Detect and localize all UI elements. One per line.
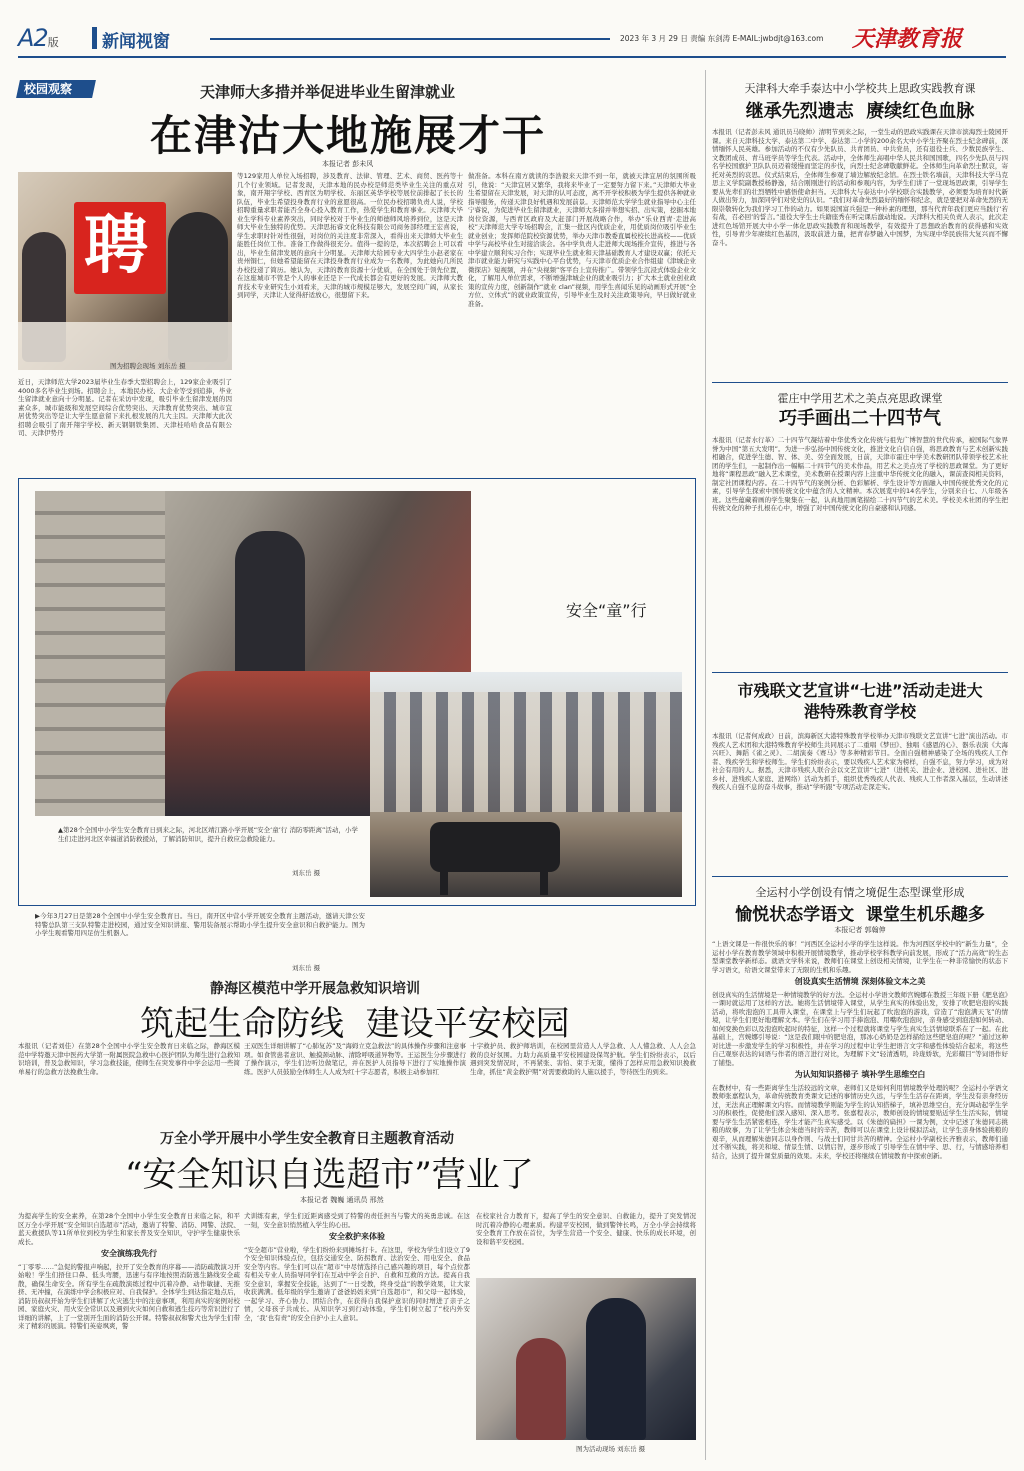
page-header [0,0,1024,66]
page-number: A2版 [18,24,58,52]
article-kicker: 静海区模范中学开展急救知识培训 [210,981,420,997]
article-body-col-3: 在校家社合力教育下，提高了学生的安全意识、自救能力，提升了突发情况时沉着冷静的心理素质。构建平安校园，做到警钟长鸣，万全小学会持续将安全教育工作放在首位，为学生营造一个安全、健康、快乐的成长环境，创设和谐平安校园。 [476,1212,696,1246]
article-body-col-2: 等129家用人单位入场招聘，涉及教育、法律、管理、艺术、商贸、医药等十几个行业领域。记者发现，天津本地的民办校是师范类毕业生关注的重点对象，南开翔宇学校、西青区为明学校、东丽区英华学校等展位前排起了长长的队伍，毕业生希望投身教育行业的意愿很高。一位民办校招聘负责人说，学校招聘重量求职者能否全身心投入教育工作，热爱学生和教育事业。天津师大毕业生学科专业素养突出，同时学校对于毕业生的师德师风培养到位，这是天津师大毕业生独特的优势。天津思拓睿文化科技有限公司商务部经理王宏喜说，学生求职时针对性很强，对岗位的关注度非常深入，看得出来天津师大毕业生能胜任岗位工作。准备工作做得很充分。值得一提的是，本次招聘会上可以看出，毕业生留津发展的意向十分明显。天津师大给园专业大四学生小赵老家在贵州铜仁，但她希望能留在天津投身教育行业成为一名教师，为此她向几所民办校投递了简历。她认为，天津的教育资源十分优质，在全国处于领先位置，在这座城市不管是个人的事业还是下一代成长都会有更好的发展。天津师大教育技术专业研究生小刘看来，天津的城市规模足够大，发展空间广阔，从家长到同学，天津让人觉得舒适放心，很想留下来。 [237,172,463,299]
article-kicker: 万全小学开展中小学生安全教育日主题教育活动 [160,1131,454,1147]
student [516,1338,566,1440]
right-article-2-body: 本报讯（记者水行革）二十四节气凝结着中华优秀文化传统与祖先广博智慧的世代传承，被国际气象界誉为中国“第五大发明”。为进一步弘扬中国传统文化，推进文化自信自强，将思政教育与艺术创新实践相融合，促进学生德、智、体、美、劳全面发展，日前，天津市霍庄中学美术教研团队带领学校艺术社团的学生们，一起制作出一幅幅二十四节气的美术作品，用艺术之美点亮了学校的思政课堂。为了更好地将“课程思政”融入艺术课堂，美术教研在授课内容上注重中华传统文化的融入，课前查阅相关资料，制定社团课程内容。在二十四节气的案例分析、色彩解析、学生设计等方面融入中国传统优秀文化的元素，引导学生探索中国传统文化中蕴含的人文精神。本次展览中的14名学生，分别来自七、八年级各班。这些蕴藏着画的学生聚集在一起，认真地用画笔描绘二十四节气的艺术美。学校美术社团的学生把传统文化的种子扎根在心中，增强了对中国传统文化的自豪感和认同感。 [712,436,1008,512]
photo-title: 安全“童”行 [566,601,647,620]
robot-leg [440,867,448,895]
right-article-1-headline: 继承先烈遗志 赓续红色血脉 [745,101,975,122]
article-body-col-3: 十字救护员、救护师培训，在校园里营造人人学急救、人人懂急救、人人会急救的良好氛围。力助力高质量平安校园建设保驾护航。学生们纷纷表示，以后遇到突发情况时，不再紧张、害怕、束手无策，懂得了怎样应用急救知识挽救生命，抓住“黄金救护期”对需要救助的人施以援手，等待医生的到来。 [470,1042,696,1076]
masthead-logo: 天津教育报 [852,26,963,52]
article-byline: 本报记者 魏巍 通讯员 邢然 [300,1196,384,1204]
subheading: 安全救护来体验 [329,1232,385,1241]
header-bottom-rule [18,56,1006,58]
recruitment-photo [18,172,232,370]
subheading: 为认知知识搭梯子 填补学生思维空白 [794,1070,926,1079]
students-rows [370,692,682,812]
firefighter [235,531,305,691]
photo-caption-1: ▲第28个全国中小学生安全教育日到来之际，河北区靖江路小学开展“安全‘童’行 消防零距离”活动，小学生们走进河北区幸福道消防救援站，了解消防知识，提升自救应急救险能力。 [58,826,358,843]
right-article-2-kicker: 霍庄中学用艺术之美点亮思政课堂 [777,392,943,405]
article-kicker: 天津师大多措并举促进毕业生留津就业 [200,83,456,101]
officer [586,1298,646,1440]
header-divider-icon [92,27,97,49]
header-rule [210,38,610,40]
photo-credit-1: 刘东岳 摄 [292,869,321,877]
section-name: 新闻视窗 [102,32,170,52]
badge-campus-label: 校园观察 [24,82,73,96]
right-divider [712,672,1008,673]
right-article-1-kicker: 天津科大牵手泰达中小学校共上思政实践教育课 [744,82,976,95]
recruit-sign-char: 聘 [84,209,148,283]
article-body-col-1: 为提高学生的安全素养，在第28个全国中小学生安全教育日来临之际，和平区万全小学开展“安全知识自选超市”活动，邀请了特警、消防、网警、法院、蓝天救援队等11所单位到校为学生和家长普及安全知识，守护学生健康快乐成长。 安全演练我先行 “丁零零……”急促的警报声响起，拉开了安全教育的序幕——消防疏散演习开始啦！学生们捂住口鼻、低头弯腰，迅速与有序地按照消防逃生路线安全疏散，确保生命安全。所有学生在疏散演练过程中沉着冷静、动作敏捷、无推挤、无冲撞，在演练中学会积极应对、自我保护。全体学生到达指定地点后，消防员叔叔开始为学生们讲解了火灾逃生中的注意事项，利用真实的案例对校园、家庭火灾、用火安全常识以及遇到火灾如何自救和逃生技巧等常识进行了详细的讲解，上了一堂别开生面的消防公开课。特警叔叔和警犬也为学生们带来了精彩的展演。特警们英姿飒爽，警 [18,1212,240,1330]
subheading: 安全演练我先行 [101,1249,157,1258]
article-body-col-1: 本报讯（记者刘佳）在第28个全国中小学生安全教育日来临之际，静海区模范中学特邀天津中医药大学第一附属医院急救中心医护团队为师生进行急救知识培训，普及急救知识，学习急救技能，使师生在突发事件中学会运用一些简单易行的急救方法挽救生命。 [18,1042,240,1076]
right-article-4-headline: 愉悦状态学语文 课堂生机乐趣多 [735,905,985,925]
photo-caption: 图为活动现场 刘东岳 摄 [576,1445,646,1453]
subheading: 创设真实生活情境 深刻体验文本之美 [794,977,926,986]
right-article-4-kicker: 全运村小学创设有情之境促生态型课堂形成 [755,886,965,899]
date-editor-line: 2023 年 3 月 29 日 责编 东剑涛 E-MAIL:jwbdjt@163.com [620,34,824,43]
article-body-col-2: 犬训练有素，学生们近距离感受到了特警的责任担当与警犬的英勇忠诚。在这一刻，安全意识悄然植入学生的心田。 安全救护来体验 “安全超市”营业啦，学生们纷纷来到摊场打卡。在这里，学校为学生们设立了9个安全知识体验点位，包括交通安全、防拐教育、法治安全、用电安全、食品安全等内容。学生们可以在“超市”中尽情选择自己感兴趣的项目，每个点位都有相关专业人员指导同学们在互动中学会自护、自救和互救的方法。提高自我安全意识，掌握安全技能，达到了“一日受教，终身受益”的教学效果，让大家收获满满。低年级的学生邀请了爸爸妈妈来到“自选超市”，和父母一起体验，一起学习、齐心协力、团结合作，在获得自我保护意识的同时增进了亲子之情，父母孩子共成长。从知识学习到行动体验，学生们树立起了“校内外安全，‘我’也有责”的安全自护小主人意识。 [244,1212,470,1322]
fire-truck-equipment [35,491,165,816]
article-headline: “安全知识自选超市”营业了 [125,1155,534,1195]
right-article-3-headline: 市残联文艺宣讲“七进”活动走进大港特殊教育学校 [737,681,983,721]
photo-caption: 图为招聘会现场 刘东岳 摄 [110,362,186,370]
article-body-col-2: 王双医生详细讲解了“心肺复苏”及“海姆立克急救法”的具体操作步骤和注意事项。如食管患者意识、触摸颈动脉、清除呼吸道异物等。王运医生分步骤进行了操作演示，学生们边听边做笔记，并在医护人员指导下进行了实地操作演练。医护人员鼓励全体师生人人成为红十字志愿者，积极主动参加红 [244,1042,466,1076]
right-article-1-body: 本报讯（记者彭未风 通讯员马晓帅）清明节到来之际，一堂生动的思政实践课在天津市滨海烈士陵园开课。来自天津科技大学、泰达第二中学、泰达第二小学的200余名大中小学生齐聚在烈士纪念碑前，深情缅怀人民英雄。参加活动的不仅有少先队员、共青团员、中共党员，还有退役士兵、少数民族学生、文教团成员、青马班学员等学生代表。活动中，全体师生高唱中华人民共和国国歌，四名少先队员与四名学校国旗护卫队队员迈着缓慢而坚定的步伐，向烈士纪念碑敬献鲜花。全体师生向革命烈士默哀，寄托对英烈的哀思。仪式结束后，全体师生参观了墙边解放纪念馆。在烈士铁名墙前，天津科技大学马克思主义学院副教授杨静逸，结合刚刚进行的活动和参观内容，为学生们讲了一堂现场思政课，引导学生要从先辈们的壮烈牺牲中感悟使命担当。天津科大与泰达中小学校联合实践教学，必须要为培育时代新人做出努力，加深同学们对党史的认识。“我们对革命先烈最好的缅怀和纪念，就是要把对革命先烈的无限崇敬转化为我们学习工作的动力。如果说国富兵强是一种朴素的理想，那当代青年我们更应当践行‘若有战，召必回’的誓言。”退役大学生士兵籍座秀在听完课后激动地说。天津科大相关负责人表示，此次走进红色场馆开展大中小学一体化思政实践教育和现场教学，有效提升了思想政治教育的获得感和实效性，引导青少年赓续红色基因，汲取前进力量，把青春梦融入中国梦，为实现中华民族伟大复兴而不懈奋斗。 [712,128,1008,247]
right-divider [712,876,1008,877]
right-article-2-headline: 巧手画出二十四节气 [779,408,941,429]
right-article-4-byline: 本报记者 郭翰伸 [834,926,886,934]
article-headline: 筑起生命防线 建设平安校园 [140,1004,570,1044]
article-body-col-3: 做准备。本科在南方就读的李浩毅来天津不到一年，就被天津宜居的氛围所吸引，他说：“天津宜居又繁华，我将来毕业了一定要努力留下来。”天津师大毕业生希望留在天津发展，对天津的认可态度，离不开学校积极为学生提供各种就业指导服务，传递天津良好机遇和发展前景。天津师范大学学生就业指导中心主任宁睿说，为促进毕业生留津就业，天津师大多措并举想实招、出实策，挖掘本地岗位资源，与西青区政府及大赶部门开展战略合作，举办“乐业西青·走进高校”天津师范大学专场招聘会，汇集一批区内优质企业，用优质岗位吸引毕业生就业创业；发挥师范院校资源优势，举办天津市教委直属校校长进高校——优质中学与高校毕业生对接洽谈会。各中学负责人走进师大现场推介宣传，推进与各中学建立顺利实习合作；实现毕业生就业和天津基础教育人才建设双赢；依托天津市就业能力研究与实践中心平台优势，与天津市优质企业合作组建《津城企业微探店》短视频，并在“央视频”客平台上宣传推广。带领学生沉浸式体验企业文化，了解用人单位需求，不断增强津城企业的就业吸引力；扩大本土就业创业政策的宣传力度，创新制作“就业 clan”视频，用学生喜闻乐见的动画形式开展“全方位、立体式”的就业政策宣传，引导毕业生及时关注政策导向，早日做好就业准备。 [468,172,696,308]
robot-dog-photo [370,672,682,897]
right-divider [712,382,1008,383]
article-headline: 在津沽大地施展才干 [150,111,547,160]
article-body-col-1: 近日，天津师范大学2023届毕业生春季大型招聘会上，129家企业吸引了4000多名毕业生到场。招聘会上，本地民办校、大企业等受到追捧，毕业生留津就业意向十分明显。记者在采访中发现，吸引毕业生留津发展的因素众多，城市能级和发展空间综合优势突出、天津教育优势突出、城市宜居优势突出等是让大学生愿意留下来扎根发展的几大主因。天津师大此次招聘会吸引了南开翔宇学校、新天钢钢铁集团、天津桂哈哈食品有限公司、天津伊势丹 [18,378,232,437]
police-photo [476,1278,696,1440]
article-byline: 本报记者 彭未风 [322,160,374,168]
right-article-4-body: “上语文课是一件很快乐的事！”河西区全运村小学的学生这样说。作为河西区学校中的“新生力量”，全运村小学在教育教学领域中积极开展情境教学，推动学校学科教学向前发展，形成了“活力高效”的生态型课堂教学新样态。就语文学科来说，教师们在课堂上创设相关情境，让学生在一种非常愉快的状态下学习语文，给语文课堂带来了无限的生机和乐趣。 创设真实生活情境 深刻体验文本之美 创设真实的生活情境是一种情境教学的好方法。全运村小学语文教师宫婉娜在教授三年级下册《肥皂泡》一课时就运用了这样的方法。她将生活情境带入课堂，从学生真实的体验出发，安排了吹肥皂泡的实践活动，将吹泡泡的工具带入课堂，在课堂上与学生们玩起了吹泡泡的游戏，营造了“泡泡满天飞”的情境，让学生们更好地理解文本。学生们在学习用手捧泡泡、用嘴吹泡泡时，亲身感受到泡泡如何转动、如何变换色彩以及泡泡吹起时的特征，这样一个过程就将课堂与学生真实生活情境联系在了一起。在此基础上，宫婉娜引导说：“这是我们眼中的肥皂泡，那冰心奶奶是怎样描绘这些肥皂泡的呢？”通过这种对比进一步激发学生的学习积极性，并在学习的过程中让学生把语言文字和感性体验结合起来，将这些自己观察表达的词语与作者的语言进行对比，为理解下文“轻清透明，玲珑娇软，光彩耀目”等词语作好了铺垫。 为认知知识搭梯子 填补学生思维空白 在教材中，有一些距离学生生活较远的文章，老师们又是如何利用情境教学处理的呢？全运村小学语文教师张嘉程认为，革命传统教育类课文记述的事情历史久远，与学生生活存在距离，学生没有亲身经历过，无法真正理解课文内容。而情境教学则能为学生的认知搭梯子，填补思维空白，充分调动起学生学习的积极性，促使他们深入感知、深入思考。张嘉程表示，教师创设的情境要贴近学生生活实际，情境要与学生生活紧密相连，学生才能产生真实感受。以《朱德的扁担》一课为例，文中记述了朱德同志挑粮的故事，为了让学生体会朱德当时的辛苦，教师可以在课堂上设计模拟活动，让学生亲身体验挑粮的艰辛，从而理解朱德同志以身作则、与战士们同甘共苦的精神。全运村小学副校长齐雅表示，教师们通过不断实践，将美和境、情景生情、以情启智，逐步形成了引导学生在情中学、思、行，与情感培养相结合，达到了提升课堂质量的效果。未来，学校还将继续在情境教育中探索创新。 [712,940,1008,1160]
photo-caption-2: ▶今年3月27日是第28个全国中小学生安全教育日。当日，南开区中营小学开展安全教育主题活动，邀请天津公安特警总队第三支队特警走进校园，通过安全知识讲座、警用装备展示帮助小学生提升安全意识和自救护能力。图为小学生观看警用四足仿生机器人。 [35,912,365,937]
column-divider [705,70,706,1460]
robot-dog [430,822,560,872]
right-article-3-body: 本报讯（记者何成政）日前，滨海新区大港特殊教育学校举办天津市残联文艺宣讲“七进”演出活动。市残疾人艺术团和大港特殊教育学校师生共同展示了二重唱《梦田》、独唱《感恩的心》、器乐表演《大海兴旺》、舞蹈《雀之灵》、二胡演奏《赛马》等多种精彩节目。全面自强精神感染了全场的残疾人工作者、残疾学生和学校师生。学生们纷纷表示，要以残疾人艺术家为榜样，自强不息，努力学习，成为对社会有用的人。据悉，天津市残疾人联合会以文艺宣讲“七进”（进机关、进企业、进校园、进社区、进乡村、进残疾人家庭、进网络）活动为抓手，组织优秀残疾人代表、残疾人工作者深入基层，生动讲述残疾人自强不息的奋斗故事，推动“学听跟”专项活动走深走实。 [712,732,1008,791]
photo-credit-2: 刘东岳 摄 [292,964,321,972]
robot-leg [540,867,548,895]
